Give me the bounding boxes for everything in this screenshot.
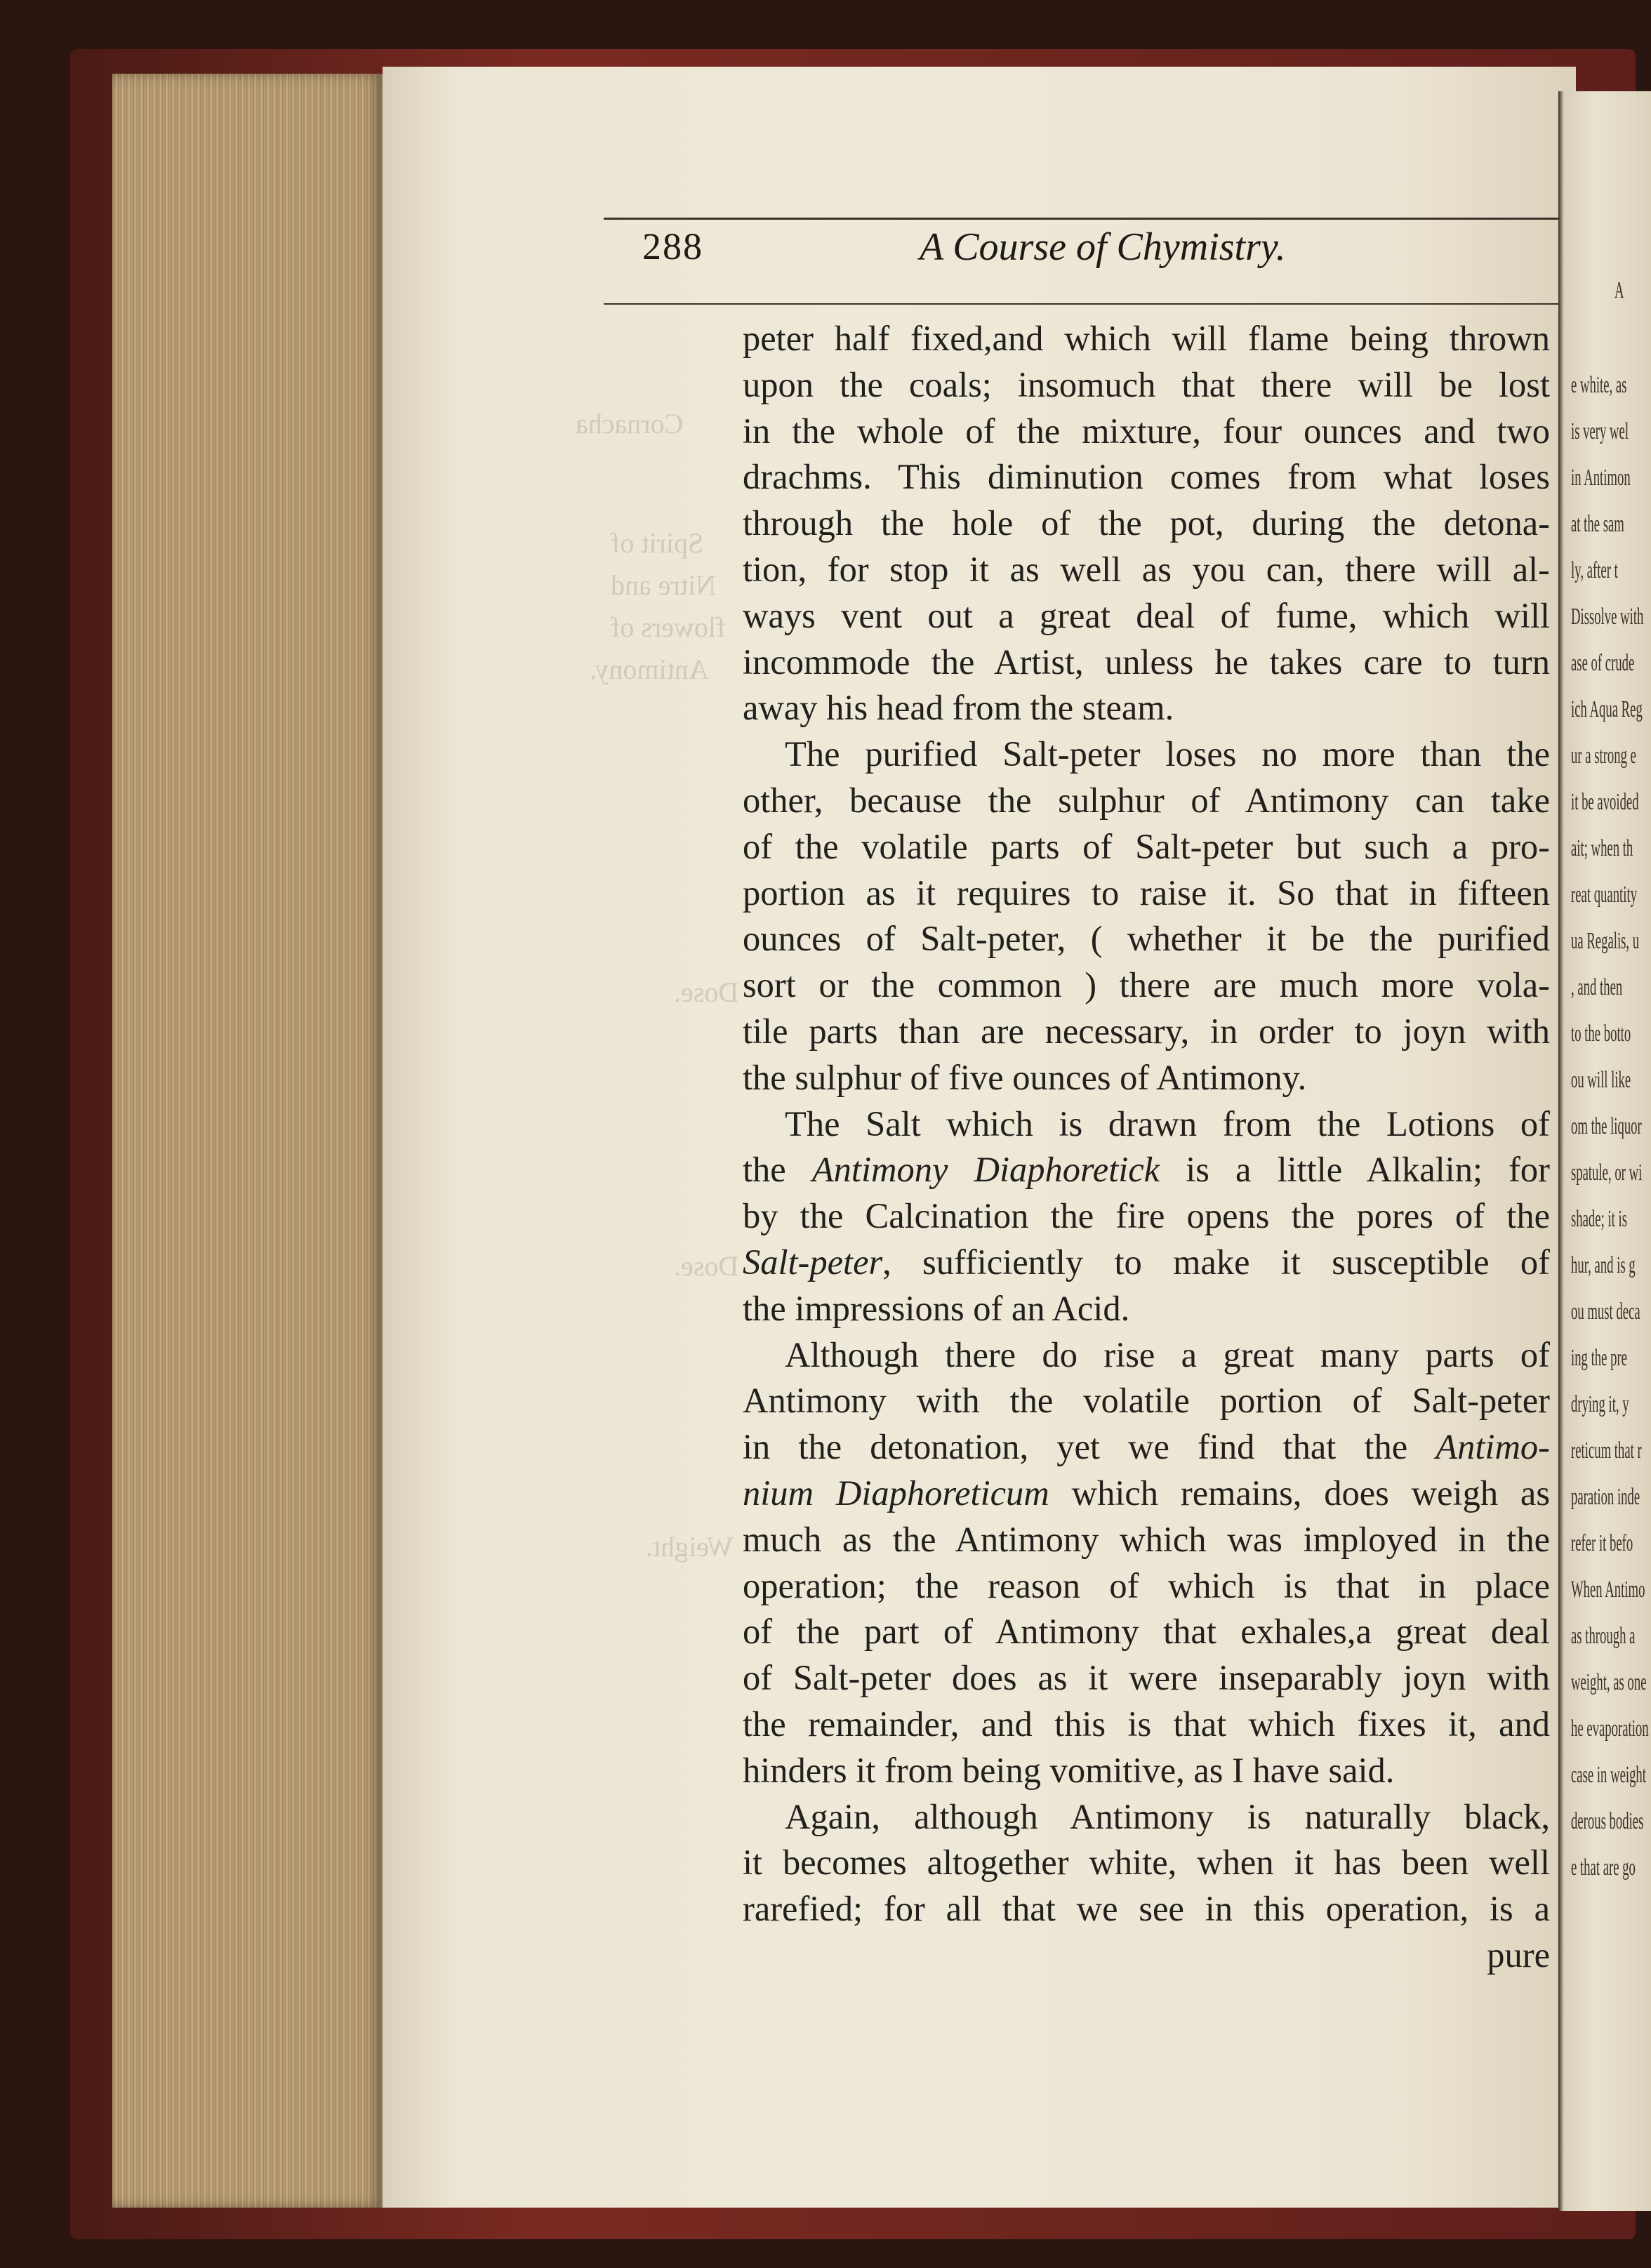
- facing-page-fragment: ly, after t: [1571, 557, 1618, 583]
- bleed-through-ghost: Nitre and: [611, 569, 716, 601]
- text-line: in the whole of the mixture, four ounces and two: [743, 411, 1550, 451]
- body-text: [743, 316, 1550, 1979]
- facing-page-fragment: ou will like: [1571, 1067, 1631, 1093]
- facing-page-fragment: ing the pre: [1571, 1345, 1627, 1371]
- page-number: 288: [642, 225, 703, 267]
- facing-page-fragment: derous bodies: [1571, 1808, 1644, 1834]
- facing-page-fragment: hur, and is g: [1571, 1252, 1636, 1278]
- text-line: away his head from the steam.: [743, 688, 1174, 728]
- facing-page: [1558, 91, 1651, 2211]
- header-bottom-rule: [604, 303, 1558, 305]
- text-line: much as the Antimony which was imployed in the: [743, 1519, 1550, 1559]
- bleed-through-ghost: Spirit of: [611, 527, 704, 559]
- text-line: tile parts than are necessary, in order to joyn with: [743, 1011, 1550, 1051]
- text-line: through the hole of the pot, during the detona-: [743, 503, 1550, 543]
- facing-page-fragment: ur a strong e: [1571, 743, 1636, 769]
- page-header: [642, 225, 1555, 281]
- facing-page-fragment: When Antimo: [1571, 1577, 1645, 1603]
- facing-page-fragment: to the botto: [1571, 1021, 1631, 1047]
- facing-page-fragment: drying it, y: [1571, 1391, 1629, 1417]
- facing-page-fragment: weight, as one: [1571, 1669, 1647, 1695]
- facing-page-fragment: is very wel: [1571, 418, 1629, 444]
- text-line: the impressions of an Acid.: [743, 1288, 1130, 1328]
- text-line: Salt-peter, sufficiently to make it susceptible of: [743, 1242, 1550, 1282]
- text-line: hinders it from being vomitive, as I have said.: [743, 1750, 1395, 1790]
- facing-page-fragment: shade; it is: [1571, 1206, 1627, 1232]
- facing-page-fragment: A: [1614, 277, 1624, 303]
- text-line: the sulphur of five ounces of Antimony.: [743, 1057, 1307, 1097]
- bleed-through-ghost: Weight.: [646, 1531, 734, 1563]
- text-line: The purified Salt-peter loses no more than the: [785, 734, 1550, 774]
- text-line: of the volatile parts of Salt-peter but such a pro-: [743, 826, 1550, 866]
- text-line: of the part of Antimony that exhales,a great deal: [743, 1612, 1550, 1652]
- facing-page-fragment: at the sam: [1571, 511, 1624, 537]
- text-line: operation; the reason of which is that in place: [743, 1565, 1550, 1605]
- facing-page-fragment: he evaporation: [1571, 1716, 1649, 1742]
- facing-page-fragment: ou must deca: [1571, 1299, 1640, 1325]
- text-line: by the Calcination the fire opens the pores of the: [743, 1196, 1550, 1236]
- facing-page-fragment: in Antimon: [1571, 465, 1631, 491]
- facing-page-fragment: ait; when th: [1571, 835, 1633, 861]
- text-line: portion as it requires to raise it. So that in fifteen: [743, 873, 1550, 913]
- text-line: nium Diaphoreticum which remains, does weigh as: [743, 1473, 1550, 1513]
- facing-page-fragment: reticum that r: [1571, 1438, 1642, 1464]
- facing-page-fragment: reat quantity: [1571, 882, 1637, 908]
- bleed-through-ghost: Antimony.: [590, 654, 709, 685]
- text-line: Although there do rise a great many parts of: [785, 1334, 1550, 1374]
- text-line: upon the coals; insomuch that there will be lost: [743, 364, 1550, 404]
- text-line: other, because the sulphur of Antimony can take: [743, 780, 1550, 820]
- text-line: drachms. This diminution comes from what loses: [743, 457, 1550, 497]
- text-line: rarefied; for all that we see in this operation, is a: [743, 1889, 1550, 1929]
- facing-page-fragment: Dissolve with: [1571, 604, 1644, 630]
- facing-page-fragment: refer it befo: [1571, 1530, 1633, 1556]
- facing-page-fragment: e that are go: [1571, 1855, 1636, 1881]
- facing-page-fragment: as through a: [1571, 1623, 1636, 1649]
- header-top-rule: [604, 218, 1558, 220]
- bleed-through-ghost: Cornacha: [576, 408, 684, 439]
- text-line: ounces of Salt-peter, ( whether it be the purified: [743, 919, 1550, 959]
- facing-page-fragment: , and then: [1571, 974, 1623, 1000]
- facing-page-fragment: ase of crude: [1571, 650, 1635, 676]
- facing-page-fragment: case in weight: [1571, 1762, 1646, 1788]
- facing-page-fragment: ich Aqua Reg: [1571, 696, 1643, 722]
- text-line: peter half fixed,and which will flame being thrown: [743, 319, 1550, 358]
- facing-page-fragment: it be avoided: [1571, 789, 1639, 815]
- text-line: it becomes altogether white, when it has been well: [743, 1843, 1550, 1883]
- facing-page-fragment: spatule, or wi: [1571, 1160, 1643, 1186]
- facing-page-fragment: ua Regalis, u: [1571, 928, 1640, 954]
- catchword: pure: [1487, 1935, 1550, 1975]
- facing-page-fragment: om the liquor: [1571, 1113, 1642, 1139]
- facing-page-fragment: e white, as: [1571, 372, 1627, 398]
- text-line: The Salt which is drawn from the Lotions of: [785, 1103, 1550, 1143]
- page-block-edges: [112, 74, 383, 2208]
- bleed-through-ghost: flowers of: [611, 611, 726, 643]
- text-line: in the detonation, yet we find that the Antimo-: [743, 1427, 1550, 1467]
- text-line: sort or the common ) there are much more vola-: [743, 965, 1550, 1005]
- text-line: the Antimony Diaphoretick is a little Alkalin; for: [743, 1150, 1550, 1190]
- text-line: of Salt-peter does as it were inseparably joyn with: [743, 1658, 1550, 1698]
- bleed-through-ghost: Dose.: [674, 976, 739, 1008]
- text-line: Again, although Antimony is naturally black,: [785, 1796, 1550, 1836]
- text-line: incommode the Artist, unless he takes care to turn: [743, 642, 1550, 682]
- text-line: the remainder, and this is that which fixes it, and: [743, 1704, 1550, 1744]
- text-line: Antimony with the volatile portion of Salt-peter: [743, 1381, 1550, 1421]
- text-line: tion, for stop it as well as you can, there will al-: [743, 549, 1550, 589]
- running-title: A Course of Chymistry.: [920, 225, 1286, 269]
- text-line: ways vent out a great deal of fume, which will: [743, 595, 1550, 635]
- bleed-through-ghost: Dose.: [674, 1250, 739, 1282]
- facing-page-fragment: paration inde: [1571, 1484, 1640, 1510]
